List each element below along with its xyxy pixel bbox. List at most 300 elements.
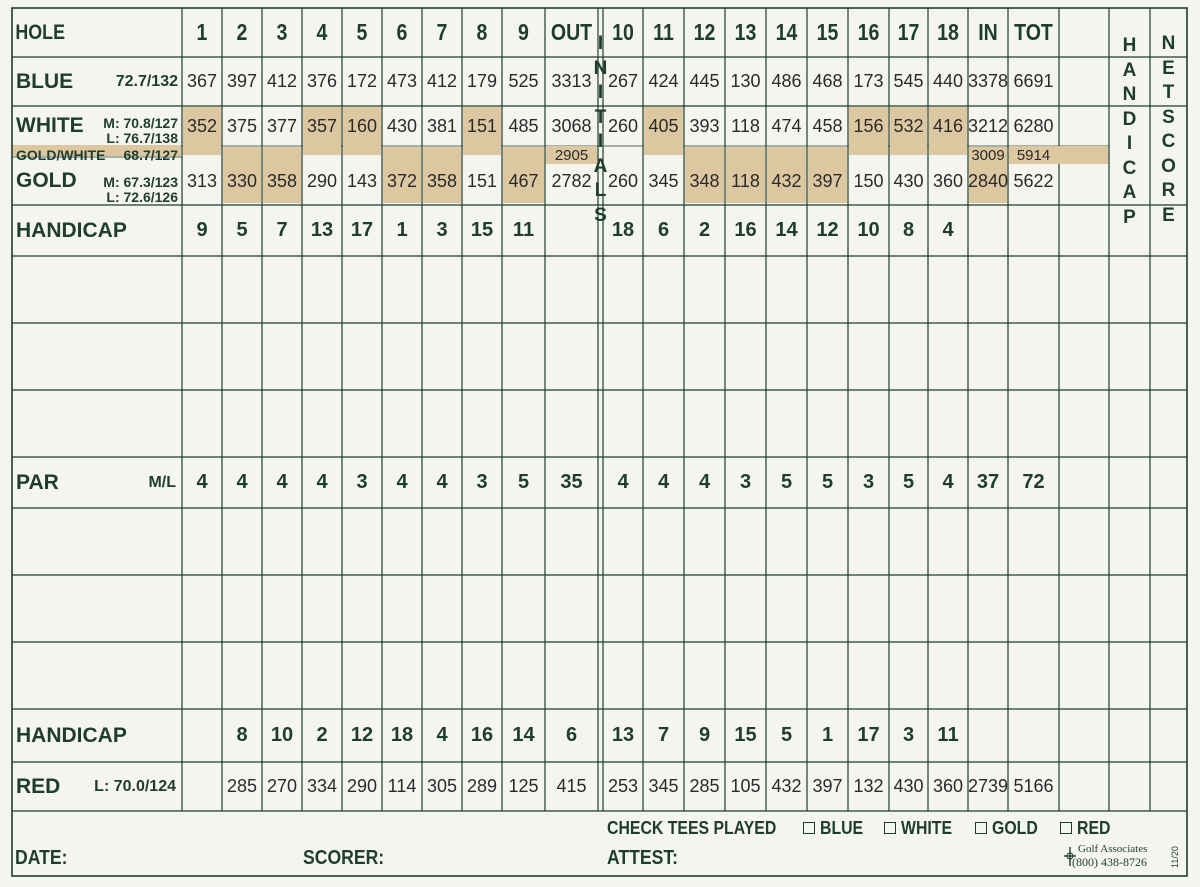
score-entry-cell[interactable] [382, 323, 422, 390]
par-out: 35 [560, 471, 583, 493]
score-entry-cell[interactable] [1109, 642, 1150, 709]
in-header: IN [978, 19, 998, 45]
par-value: 4 [236, 471, 248, 493]
score-entry-cell[interactable] [766, 323, 807, 390]
score-entry-cell[interactable] [1109, 323, 1150, 390]
score-entry-cell[interactable] [1008, 575, 1059, 642]
hole-number: 9 [518, 19, 529, 45]
white-yardage: 381 [426, 115, 458, 136]
score-entry-cell[interactable] [462, 256, 502, 323]
score-entry-cell[interactable] [422, 256, 462, 323]
player-name-cell[interactable] [12, 323, 182, 390]
par-value: 4 [657, 471, 670, 493]
hole-number: 13 [734, 19, 757, 45]
score-entry-cell[interactable] [807, 323, 848, 390]
score-entry-cell[interactable] [342, 323, 382, 390]
score-entry-cell[interactable] [1150, 508, 1187, 575]
hole-number: 12 [693, 19, 716, 45]
score-entry-cell[interactable] [848, 256, 889, 323]
score-entry-cell[interactable] [807, 390, 848, 457]
handicap-men-value: 8 [902, 219, 915, 241]
date-field[interactable]: DATE: [15, 846, 68, 869]
white-yardage: 260 [607, 115, 639, 136]
score-entry-cell[interactable] [302, 575, 342, 642]
par-value: 4 [396, 471, 408, 493]
par-value: 3 [476, 471, 488, 493]
tee-checkbox-gold[interactable] [975, 815, 1044, 841]
handicap-ladies-value: 10 [270, 724, 294, 746]
letter: T [1162, 82, 1175, 103]
score-entry-cell[interactable] [928, 390, 968, 457]
blue-rating: 72.7/132 [115, 73, 178, 90]
score-entry-cell[interactable] [262, 256, 302, 323]
handicap-men-value: 15 [470, 219, 494, 241]
score-entry-cell[interactable] [1150, 390, 1187, 457]
blue-yardage: 173 [853, 71, 884, 91]
score-entry-cell[interactable] [928, 323, 968, 390]
handicap-ladies-value: 2 [316, 724, 328, 746]
blue-yardage: 412 [426, 71, 458, 91]
score-entry-cell[interactable] [603, 642, 643, 709]
par-label: PAR [16, 470, 59, 494]
score-entry-cell[interactable] [422, 390, 462, 457]
score-entry-cell[interactable] [1150, 642, 1187, 709]
score-entry-cell[interactable] [422, 323, 462, 390]
handicap-men-value: 5 [236, 219, 248, 241]
score-entry-cell[interactable] [643, 256, 684, 323]
score-entry-cell[interactable] [1059, 575, 1109, 642]
score-entry-cell[interactable] [1059, 642, 1109, 709]
score-entry-cell[interactable] [262, 508, 302, 575]
hole-number: 1 [196, 19, 208, 45]
score-entry-cell[interactable] [889, 642, 928, 709]
score-entry-cell[interactable] [1059, 390, 1109, 457]
gold-tot: 5622 [1013, 170, 1054, 191]
letter: P [1123, 206, 1136, 228]
blue-yardage: 486 [771, 71, 802, 91]
gold-out: 2782 [551, 170, 592, 191]
gold-yardage: 358 [426, 170, 458, 191]
letter: A [1122, 182, 1137, 203]
score-entry-cell[interactable] [643, 575, 684, 642]
letter: N [1161, 33, 1176, 54]
white-yardage: 474 [771, 115, 802, 136]
handicap-ladies-value: 17 [857, 724, 880, 746]
score-entry-cell[interactable] [502, 508, 545, 575]
score-entry-cell[interactable] [222, 323, 262, 390]
handicap-ladies-value: 9 [698, 724, 711, 746]
score-entry-cell[interactable] [603, 390, 643, 457]
score-entry-cell[interactable] [342, 575, 382, 642]
score-entry-cell[interactable] [684, 642, 725, 709]
score-entry-cell[interactable] [342, 642, 382, 709]
score-entry-cell[interactable] [262, 575, 302, 642]
letter: I [1126, 133, 1133, 154]
checkbox-icon[interactable] [1060, 822, 1072, 834]
score-entry-cell[interactable] [462, 508, 502, 575]
score-entry-cell[interactable] [1008, 390, 1059, 457]
red-yardage: 289 [466, 776, 498, 796]
gold-rating [12, 157, 182, 205]
blue-yardage: 412 [266, 71, 298, 91]
score-entry-cell[interactable] [182, 323, 222, 390]
score-entry-cell[interactable] [422, 575, 462, 642]
score-entry-cell[interactable] [1109, 390, 1150, 457]
score-entry-cell[interactable] [684, 323, 725, 390]
red-yardage: 430 [893, 776, 924, 796]
score-entry-cell[interactable] [889, 390, 928, 457]
score-entry-cell[interactable] [382, 256, 422, 323]
score-entry-cell[interactable] [807, 575, 848, 642]
checkbox-icon[interactable] [884, 822, 896, 834]
letter: H [1122, 35, 1137, 56]
gold-label: GOLD [16, 169, 77, 192]
red-yardage: 397 [812, 776, 843, 796]
score-entry-cell[interactable] [725, 575, 766, 642]
red-yardage [182, 762, 222, 811]
hole-number: 11 [653, 19, 674, 45]
gold-yardage: 313 [186, 170, 218, 191]
hole-label: HOLE [15, 20, 65, 44]
score-entry-cell[interactable] [302, 642, 342, 709]
blue-yardage: 468 [812, 71, 843, 91]
score-entry-cell[interactable] [889, 323, 928, 390]
score-entry-cell[interactable] [1059, 323, 1109, 390]
score-entry-cell[interactable] [262, 642, 302, 709]
blue-yardage: 376 [306, 71, 338, 91]
score-entry-cell[interactable] [643, 390, 684, 457]
score-entry-cell[interactable] [1109, 575, 1150, 642]
score-entry-cell[interactable] [725, 642, 766, 709]
score-entry-cell[interactable] [302, 256, 342, 323]
score-entry-cell[interactable] [545, 642, 598, 709]
score-entry-cell[interactable] [968, 256, 1008, 323]
score-entry-cell[interactable] [766, 575, 807, 642]
score-entry-cell[interactable] [725, 508, 766, 575]
score-entry-cell[interactable] [766, 642, 807, 709]
score-entry-cell[interactable] [262, 323, 302, 390]
score-entry-cell[interactable] [342, 256, 382, 323]
letter: O [1161, 155, 1176, 177]
score-entry-cell[interactable] [603, 256, 643, 323]
score-entry-cell[interactable] [502, 575, 545, 642]
tee-checkbox-blue[interactable] [803, 815, 869, 841]
handicap-ladies-value: 18 [390, 724, 414, 746]
score-entry-cell[interactable] [848, 642, 889, 709]
white-yardage: 352 [186, 115, 218, 136]
golf-associates-logo [1062, 843, 1174, 869]
score-entry-cell[interactable] [766, 256, 807, 323]
blue-yardage: 367 [186, 71, 218, 91]
score-entry-cell[interactable] [222, 390, 262, 457]
par-in: 37 [976, 471, 1000, 493]
red-yardage: 132 [853, 776, 884, 796]
score-entry-cell[interactable] [1150, 323, 1187, 390]
score-entry-cell[interactable] [545, 575, 598, 642]
score-entry-cell[interactable] [848, 508, 889, 575]
gold-yardage: 358 [266, 170, 298, 191]
letter: D [1122, 108, 1137, 130]
score-entry-cell[interactable] [1150, 256, 1187, 323]
par-value: 3 [356, 471, 368, 493]
score-entry-cell[interactable] [684, 508, 725, 575]
score-entry-cell[interactable] [889, 508, 928, 575]
handicap-ladies-value: 14 [512, 724, 535, 746]
red-out: 415 [556, 776, 587, 796]
score-entry-cell[interactable] [1059, 256, 1109, 323]
par-value: 4 [316, 471, 328, 493]
score-entry-cell[interactable] [928, 508, 968, 575]
gold-yardage: 397 [812, 170, 843, 191]
logo-name: Golf Associates [1078, 843, 1148, 855]
tee-checkbox-white[interactable] [884, 815, 959, 841]
hole-number: 3 [276, 19, 288, 45]
red-rating: L: 70.0/124 [94, 778, 176, 795]
red-yardage: 105 [730, 776, 761, 796]
score-entry-cell[interactable] [889, 575, 928, 642]
red-yardage: 345 [648, 776, 679, 796]
score-entry-cell[interactable] [222, 256, 262, 323]
score-entry-cell[interactable] [462, 390, 502, 457]
score-entry-cell[interactable] [928, 642, 968, 709]
red-yardage: 432 [771, 776, 802, 796]
gold-white-tot: 5914 [1016, 146, 1051, 164]
blue-yardage: 440 [932, 71, 964, 91]
score-entry-cell[interactable] [182, 390, 222, 457]
score-entry-cell[interactable] [684, 575, 725, 642]
score-entry-cell[interactable] [603, 575, 643, 642]
blue-yardage: 445 [689, 71, 720, 91]
score-entry-cell[interactable] [684, 256, 725, 323]
score-entry-cell[interactable] [502, 642, 545, 709]
score-entry-cell[interactable] [302, 390, 342, 457]
par-value: 5 [517, 471, 530, 493]
white-yardage: 532 [893, 115, 924, 136]
white-yardage: 357 [306, 115, 338, 136]
white-rating-line: L: 76.7/138 [106, 130, 178, 146]
player-name-cell[interactable] [12, 256, 182, 323]
letter: E [1162, 57, 1175, 79]
score-entry-cell[interactable] [603, 323, 643, 390]
par-ml: M/L [148, 474, 176, 491]
score-entry-cell[interactable] [928, 575, 968, 642]
score-entry-cell[interactable] [342, 508, 382, 575]
letter: R [1161, 180, 1176, 201]
blue-yardage: 525 [508, 71, 539, 91]
score-entry-cell[interactable] [725, 256, 766, 323]
blue-out: 3313 [551, 71, 592, 91]
hole-number: 10 [612, 19, 634, 45]
score-entry-cell[interactable] [182, 575, 222, 642]
handicap-ladies-value: 11 [937, 724, 959, 746]
score-entry-cell[interactable] [1008, 256, 1059, 323]
score-entry-cell[interactable] [382, 390, 422, 457]
handicap-ladies-value: 1 [821, 724, 834, 746]
score-entry-cell[interactable] [807, 508, 848, 575]
handicap-men-value: 10 [857, 219, 880, 241]
tee-checkbox-label: BLUE [820, 817, 864, 838]
score-entry-cell[interactable] [302, 508, 342, 575]
handicap-ladies-value: 8 [236, 724, 248, 746]
score-entry-cell[interactable] [968, 575, 1008, 642]
player-name-cell[interactable] [12, 575, 182, 642]
blue-yardage: 545 [893, 71, 924, 91]
hole-number: 16 [857, 19, 880, 45]
score-entry-cell[interactable] [545, 256, 598, 323]
hole-number: 5 [356, 19, 368, 45]
handicap-men-label: HANDICAP [16, 218, 127, 242]
white-yardage: 118 [731, 115, 760, 136]
score-entry-cell[interactable] [1109, 508, 1150, 575]
score-entry-cell[interactable] [545, 390, 598, 457]
hole-number: 8 [476, 19, 488, 45]
score-entry-cell[interactable] [462, 575, 502, 642]
score-entry-cell[interactable] [382, 508, 422, 575]
score-entry-cell[interactable] [928, 256, 968, 323]
score-entry-cell[interactable] [643, 323, 684, 390]
score-entry-cell[interactable] [643, 508, 684, 575]
score-entry-cell[interactable] [545, 323, 598, 390]
white-yardage: 393 [689, 115, 720, 136]
score-entry-cell[interactable] [807, 642, 848, 709]
score-entry-cell[interactable] [725, 390, 766, 457]
score-entry-cell[interactable] [222, 642, 262, 709]
scorer-field[interactable]: SCORER: [303, 846, 385, 869]
red-yardage: 114 [387, 776, 417, 796]
score-entry-cell[interactable] [182, 256, 222, 323]
blue-yardage: 130 [730, 71, 761, 91]
gold-yardage: 345 [648, 170, 679, 191]
gold-yardage: 150 [853, 170, 884, 191]
score-entry-cell[interactable] [262, 390, 302, 457]
score-entry-cell[interactable] [382, 642, 422, 709]
tee-checkbox-label: WHITE [901, 817, 953, 838]
blue-label: BLUE [16, 69, 74, 93]
score-entry-cell[interactable] [848, 323, 889, 390]
white-in: 3212 [967, 115, 1009, 136]
tee-checkbox-red[interactable] [1060, 815, 1115, 841]
score-entry-cell[interactable] [889, 256, 928, 323]
score-entry-cell[interactable] [462, 323, 502, 390]
score-entry-cell[interactable] [766, 390, 807, 457]
gold-yardage: 118 [731, 170, 760, 191]
score-entry-cell[interactable] [222, 575, 262, 642]
handicap-men-value: 6 [657, 219, 670, 241]
net-score-vertical-label [1150, 8, 1187, 226]
score-entry-cell[interactable] [502, 256, 545, 323]
letter: A [593, 155, 608, 177]
score-entry-cell[interactable] [1008, 508, 1059, 575]
red-yardage: 285 [689, 776, 720, 796]
score-entry-cell[interactable] [766, 508, 807, 575]
letter: I [597, 82, 604, 103]
attest-field[interactable]: ATTEST: [607, 846, 679, 869]
gold-yardage: 372 [386, 170, 418, 191]
white-out: 3068 [551, 115, 592, 136]
score-entry-cell[interactable] [968, 508, 1008, 575]
white-yardage: 416 [932, 115, 964, 136]
score-entry-cell[interactable] [422, 508, 462, 575]
handicap-men-value: 16 [734, 219, 757, 241]
white-yardage: 156 [853, 115, 884, 136]
score-entry-cell[interactable] [1150, 575, 1187, 642]
score-entry-cell[interactable] [382, 575, 422, 642]
player-name-cell[interactable] [12, 390, 182, 457]
gold-white-in: 3009 [971, 146, 1005, 164]
red-yardage: 253 [607, 776, 639, 796]
checkbox-icon[interactable] [975, 822, 987, 834]
blue-in: 3378 [967, 71, 1009, 91]
score-entry-cell[interactable] [1008, 642, 1059, 709]
white-yardage: 485 [508, 115, 539, 136]
gold-yardage: 360 [932, 170, 964, 191]
gold-in: 2840 [967, 170, 1009, 191]
letter: I [597, 131, 604, 152]
checkbox-icon[interactable] [803, 822, 815, 834]
score-entry-cell[interactable] [725, 323, 766, 390]
score-entry-cell[interactable] [848, 390, 889, 457]
score-entry-cell[interactable] [1059, 508, 1109, 575]
par-tot: 72 [1022, 471, 1045, 493]
handicap-vertical-label [1109, 8, 1150, 228]
red-yardage: 270 [266, 776, 298, 796]
red-yardage: 334 [306, 776, 338, 796]
score-entry-cell[interactable] [422, 642, 462, 709]
score-entry-cell[interactable] [502, 390, 545, 457]
gold-yardage: 143 [346, 170, 378, 191]
score-entry-cell[interactable] [968, 323, 1008, 390]
white-yardage: 458 [812, 115, 843, 136]
gold-yardage: 260 [607, 170, 639, 191]
par-value: 5 [821, 471, 834, 493]
letter: S [594, 204, 607, 226]
handicap-ladies-value: 4 [436, 724, 448, 746]
hole-number: 14 [775, 19, 798, 45]
gold-white-label: GOLD/WHITE [16, 147, 106, 163]
score-entry-cell[interactable] [1008, 323, 1059, 390]
hole-number: 17 [897, 19, 920, 45]
hole-number: 7 [436, 19, 448, 45]
player-name-cell[interactable] [12, 508, 182, 575]
score-entry-cell[interactable] [643, 642, 684, 709]
score-entry-cell[interactable] [807, 256, 848, 323]
par-value: 5 [780, 471, 793, 493]
player-name-cell[interactable] [12, 642, 182, 709]
score-entry-cell[interactable] [603, 508, 643, 575]
score-entry-cell[interactable] [684, 390, 725, 457]
score-entry-cell[interactable] [968, 642, 1008, 709]
score-entry-cell[interactable] [848, 575, 889, 642]
par-value: 3 [862, 471, 875, 493]
handicap-men-value: 14 [775, 219, 798, 241]
gold-yardage: 432 [771, 170, 802, 191]
gold-yardage: 290 [306, 170, 338, 191]
score-entry-cell[interactable] [968, 390, 1008, 457]
score-entry-cell[interactable] [342, 390, 382, 457]
hole-number: 18 [937, 19, 959, 45]
score-entry-cell[interactable] [545, 508, 598, 575]
blue-yardage: 267 [607, 71, 639, 91]
par-value: 4 [196, 471, 208, 493]
letter: A [1122, 59, 1137, 81]
score-entry-cell[interactable] [182, 642, 222, 709]
score-entry-cell[interactable] [1109, 256, 1150, 323]
score-entry-cell[interactable] [302, 323, 342, 390]
score-entry-cell[interactable] [182, 508, 222, 575]
score-entry-cell[interactable] [222, 508, 262, 575]
score-entry-cell[interactable] [462, 642, 502, 709]
score-entry-cell[interactable] [502, 323, 545, 390]
